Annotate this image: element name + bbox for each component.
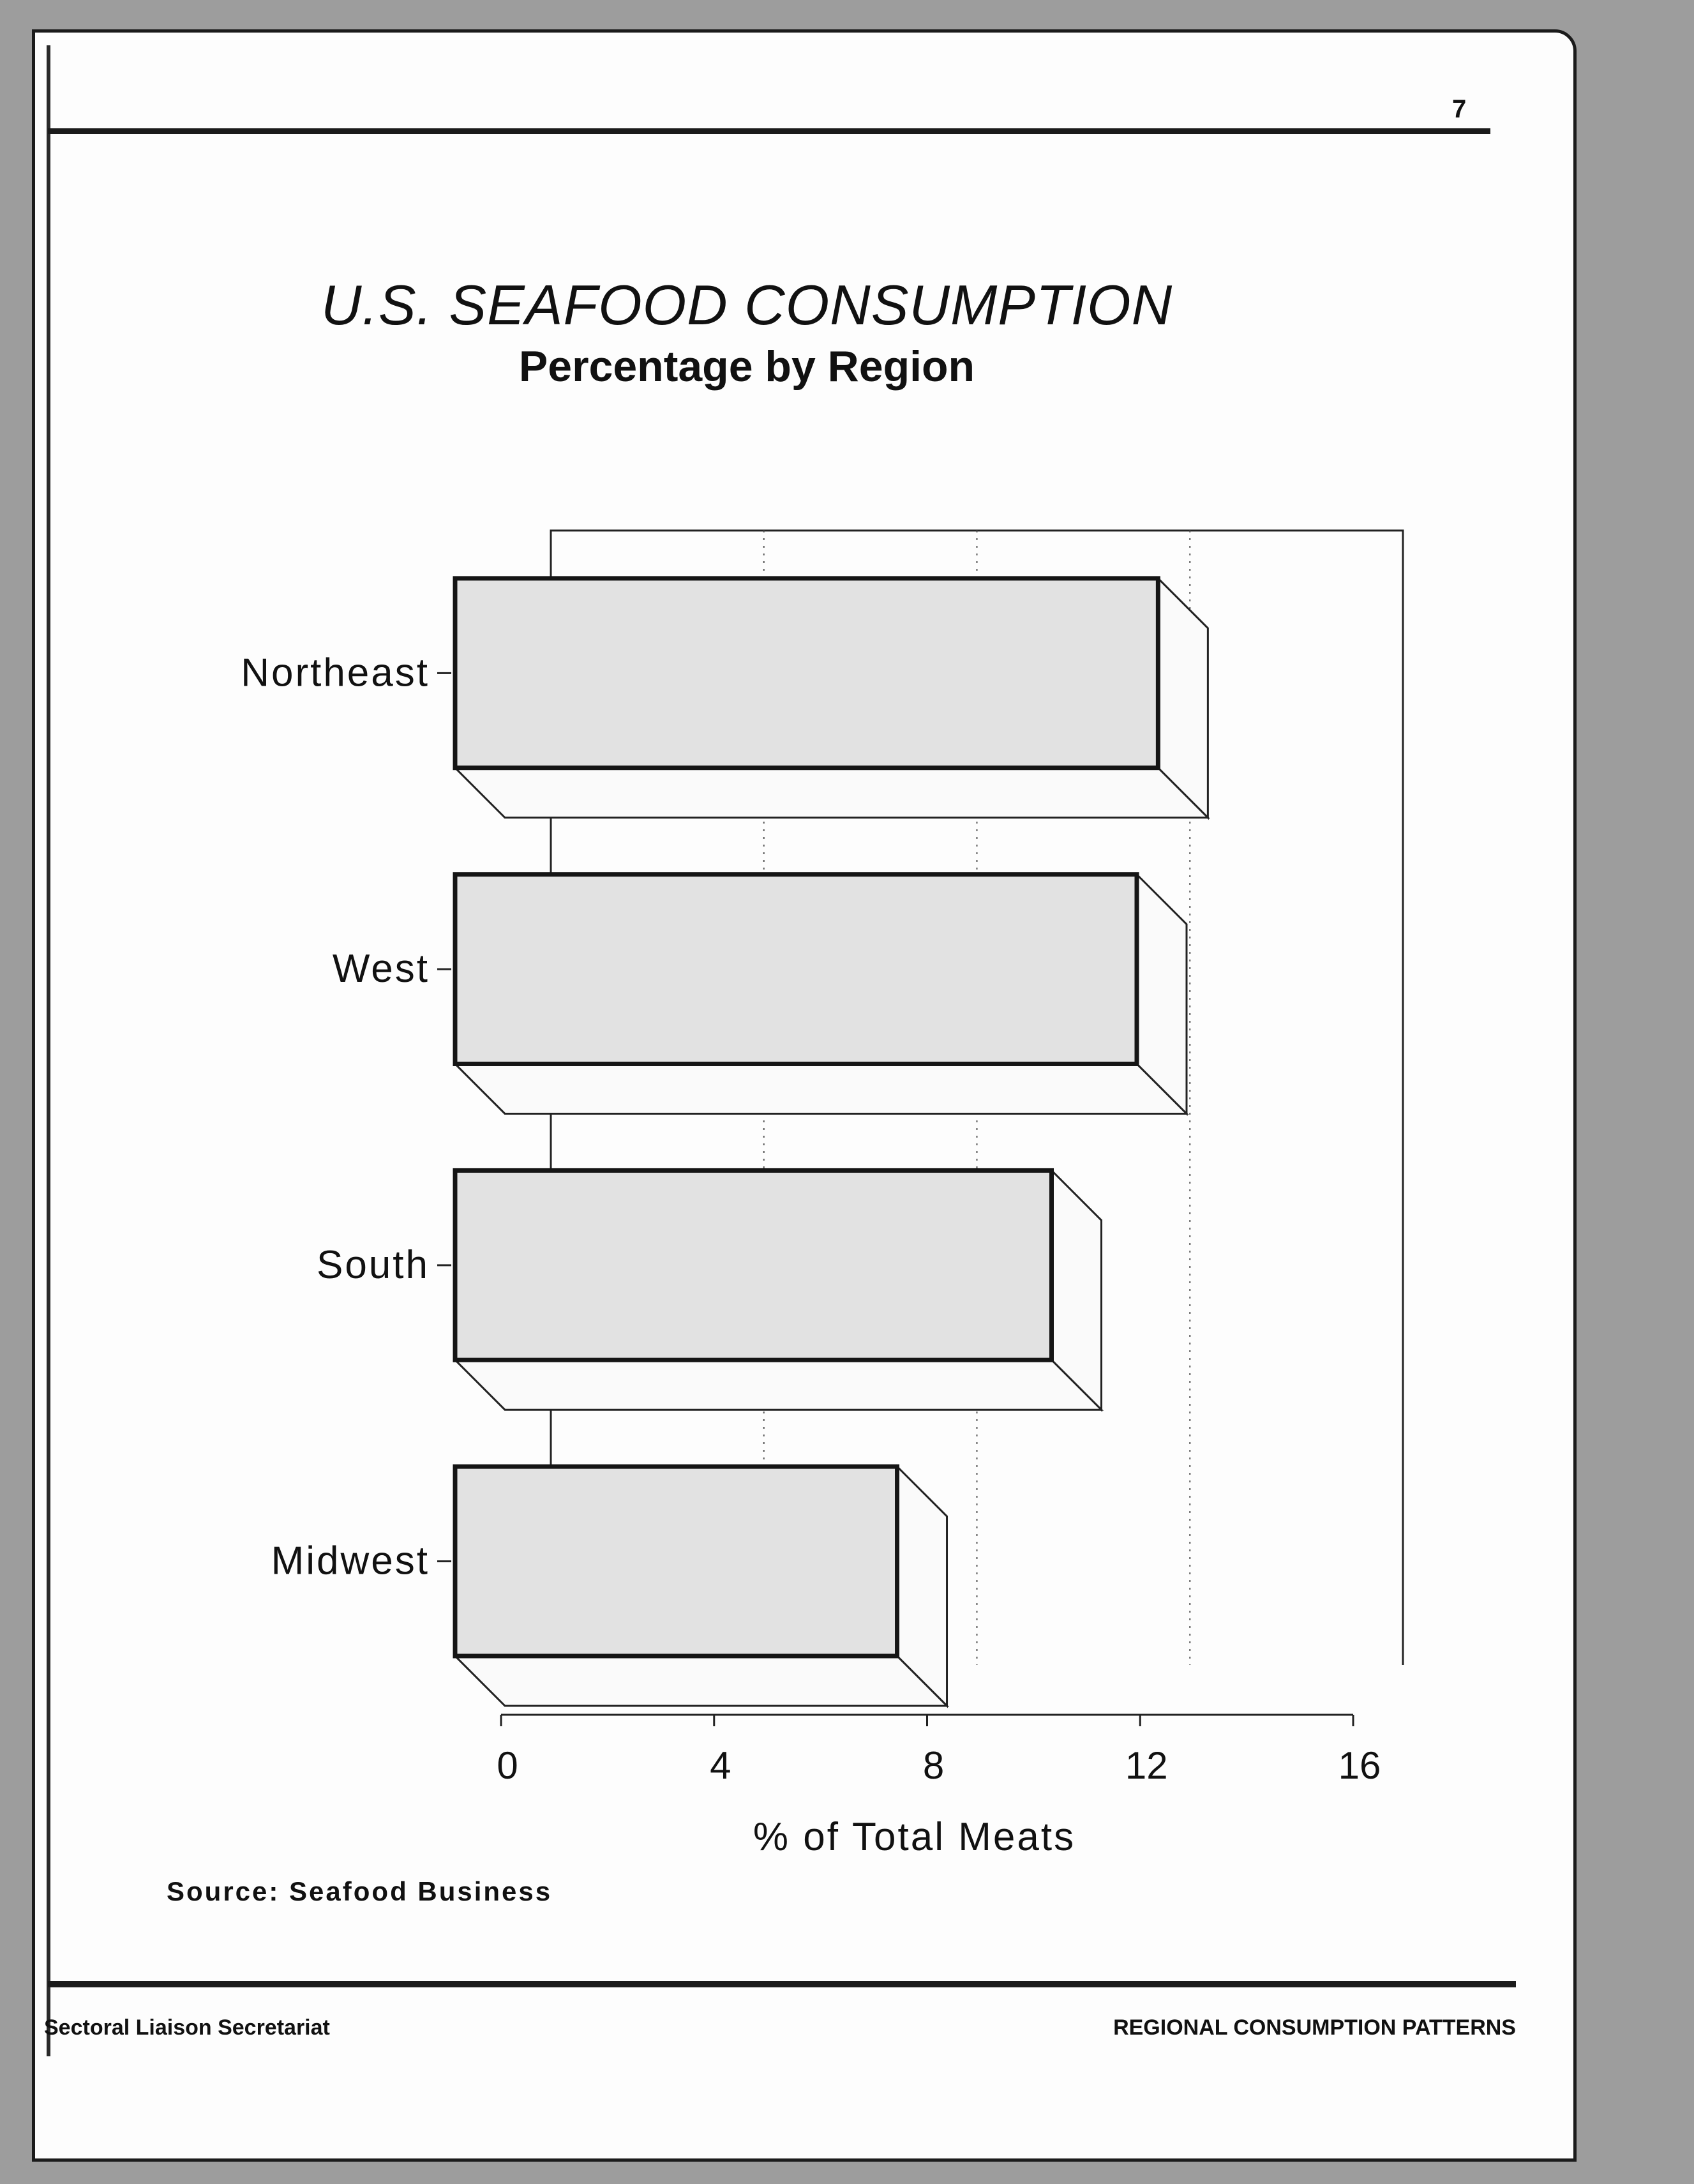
- bar-bottom-face: [455, 1656, 947, 1706]
- chart-title: U.S. SEAFOOD CONSUMPTION: [320, 273, 1173, 336]
- x-tick-label: 0: [497, 1744, 518, 1787]
- bar-bottom-face: [455, 768, 1208, 818]
- bar-south: [455, 1170, 1052, 1360]
- x-tick-label: 4: [710, 1744, 731, 1787]
- bar-midwest: [455, 1466, 897, 1656]
- x-tick-label: 12: [1125, 1744, 1168, 1787]
- document-page: [32, 29, 1577, 2162]
- footer-section-title: REGIONAL CONSUMPTION PATTERNS: [1113, 2015, 1516, 2040]
- bottom-rule: [48, 1981, 1516, 1987]
- category-label: South: [316, 1242, 430, 1287]
- source-note: Source: Seafood Business: [167, 1876, 553, 1906]
- bars: [455, 578, 1208, 1706]
- bar-west: [455, 875, 1137, 1064]
- footer-organization: Sectoral Liaison Secretariat: [44, 2015, 330, 2040]
- x-axis-title: % of Total Meats: [753, 1815, 1076, 1859]
- bar-chart: [35, 33, 1573, 1948]
- category-label: West: [332, 947, 430, 991]
- x-tick-label: 16: [1338, 1744, 1381, 1787]
- page-number: 7: [1452, 95, 1467, 123]
- x-tick-label: 8: [922, 1744, 945, 1787]
- bar-bottom-face: [455, 1064, 1187, 1113]
- bar-bottom-face: [455, 1360, 1102, 1410]
- category-label: Northeast: [241, 651, 430, 695]
- category-label: Midwest: [271, 1539, 430, 1583]
- chart-subtitle: Percentage by Region: [518, 342, 975, 391]
- bar-northeast: [455, 578, 1158, 768]
